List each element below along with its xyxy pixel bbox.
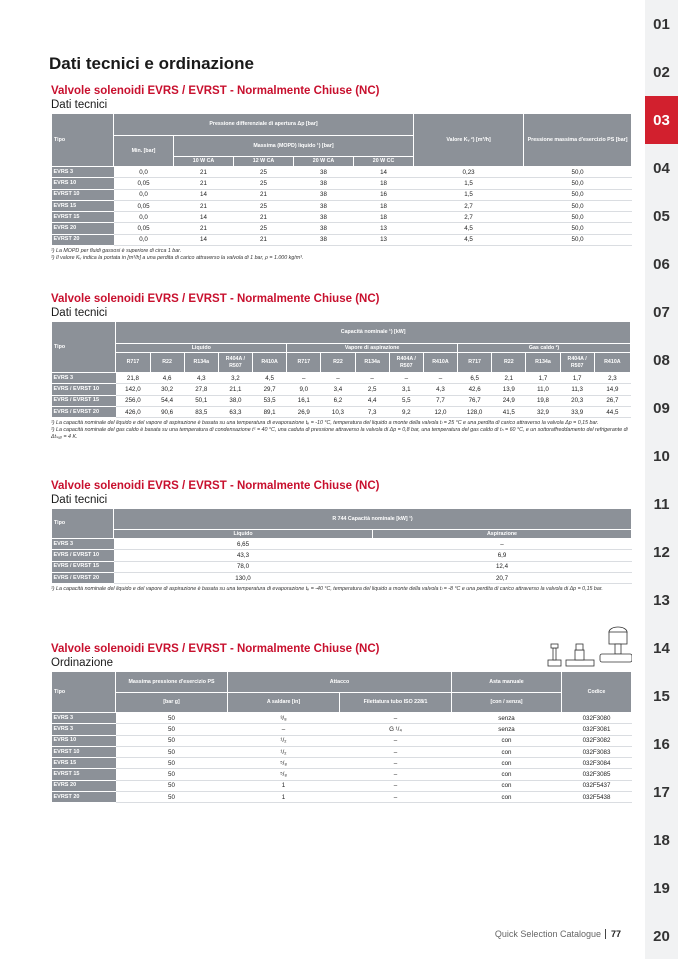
table-row: [52, 746, 632, 757]
table-cell: 50: [116, 735, 228, 746]
table-row: [52, 212, 632, 223]
table-row: [52, 713, 632, 724]
table-cell: 1,5: [414, 189, 524, 200]
table-cell: G ¹/₄: [340, 724, 452, 735]
table-row: [52, 724, 632, 735]
table-cell: –: [373, 539, 632, 550]
table-cell: 1,5: [414, 178, 524, 189]
table-cell: 032F5437: [562, 780, 632, 791]
table-cell: 4,4: [355, 395, 389, 406]
row-type-cell: EVRST 15: [52, 212, 114, 223]
table-cell: 4,5: [253, 373, 287, 384]
table-cell: con: [452, 792, 562, 803]
section-subtitle: Dati tecnici: [51, 307, 108, 319]
header-mopd: Massima (MOPD) liquido ¹) [bar]: [174, 136, 414, 157]
header-refrigerant: R22: [150, 353, 184, 373]
row-type-cell: EVRS 10: [52, 735, 116, 746]
header-refrigerant: R717: [287, 353, 321, 373]
table-cell: –: [287, 373, 321, 384]
table-cell: 21: [174, 200, 234, 211]
table-cell: 21: [234, 189, 294, 200]
header-refrigerant: R22: [321, 353, 355, 373]
table-cell: 0,0: [114, 189, 174, 200]
table-row: [52, 539, 632, 550]
header-tipo: Tipo: [52, 672, 116, 713]
header-refrigerant: R134a: [355, 353, 389, 373]
chapter-tab-14[interactable]: 14: [653, 639, 670, 657]
table-cell: 12,4: [373, 561, 632, 572]
row-type-cell: EVRS 3: [52, 724, 116, 735]
table-cell: 38: [294, 234, 354, 245]
row-type-cell: EVRS 3: [52, 539, 114, 550]
table-cell: 50,0: [524, 212, 632, 223]
table-cell: 0,0: [114, 234, 174, 245]
table-row: [52, 406, 631, 417]
row-type-cell: EVRST 20: [52, 792, 116, 803]
table-cell: 130,0: [114, 572, 373, 583]
header-col: 20 W CA: [294, 157, 354, 167]
table-cell: 142,0: [116, 384, 150, 395]
table-cell: 14,9: [594, 384, 630, 395]
table-cell: 3,2: [218, 373, 252, 384]
footnote: ¹) La MOPD per fluidi gassosi è superiore di circa 1 bar.: [51, 248, 182, 255]
row-type-cell: EVRS / EVRST 10: [52, 384, 116, 395]
table-cell: –: [321, 373, 355, 384]
footnote: ²) La capacità nominale del gas caldo è basata su una temperatura di condensazione tᶜ = 40 °C, una caduta di pressione attraverso la valvola di Δp = 0,8 bar, una temperatura del gas caldo di tₕ = 60 °C, e un sottoraffreddamento del refrigerante di Δtₛᵤᵦ = 4 K.: [51, 427, 628, 441]
header-capacity: R 744 Capacità nominale [kW] ¹): [114, 509, 632, 530]
table-cell: 2,7: [414, 212, 524, 223]
table-cell: 42,6: [458, 384, 492, 395]
header-refrigerant: R134a: [526, 353, 560, 373]
table-cell: 89,1: [253, 406, 287, 417]
page-title: Dati tecnici e ordinazione: [49, 54, 254, 73]
header-refrigerant: R717: [458, 353, 492, 373]
chapter-sidebar: [645, 0, 678, 959]
table-cell: ⁵/₈: [228, 769, 340, 780]
row-type-cell: EVRS 3: [52, 167, 114, 178]
table-cell: 13: [354, 234, 414, 245]
section-technical-data-3: [51, 479, 631, 593]
table-cell: 33,9: [560, 406, 594, 417]
table-cell: ¹/₂: [228, 746, 340, 757]
table-cell: 44,5: [594, 406, 630, 417]
technical-data-table-2: [51, 321, 631, 418]
table-cell: –: [340, 780, 452, 791]
table-cell: –: [340, 735, 452, 746]
table-cell: 1: [228, 792, 340, 803]
footer-catalogue: Quick Selection Catalogue: [494, 929, 601, 939]
header-tipo: Tipo: [52, 509, 114, 539]
header-ps-unit: [bar g]: [116, 693, 228, 713]
chapter-tab-01[interactable]: 01: [653, 15, 670, 33]
table-cell: –: [340, 746, 452, 757]
table-cell: senza: [452, 713, 562, 724]
chapter-tab-11[interactable]: 11: [653, 495, 670, 513]
table-cell: 25: [234, 167, 294, 178]
table-cell: 0,0: [114, 212, 174, 223]
header-col: 10 W CA: [174, 157, 234, 167]
table-cell: 18: [354, 200, 414, 211]
section-subtitle: Dati tecnici: [51, 494, 108, 506]
table-cell: 53,5: [253, 395, 287, 406]
chapter-tab-03[interactable]: 03: [645, 96, 678, 144]
header-refrigerant: R410A: [423, 353, 457, 373]
table-cell: 38: [294, 212, 354, 223]
table-cell: 256,0: [116, 395, 150, 406]
table-row: [52, 223, 632, 234]
footer: [495, 929, 621, 939]
table-cell: senza: [452, 724, 562, 735]
header-attacco: Attacco: [228, 672, 452, 693]
table-cell: 38: [294, 223, 354, 234]
table-row: [52, 189, 632, 200]
table-cell: 50: [116, 724, 228, 735]
table-cell: 63,3: [218, 406, 252, 417]
table-cell: 11,0: [526, 384, 560, 395]
valve-illustration: [542, 622, 632, 668]
header-capacity: Capacità nominale ¹) [kW]: [116, 322, 631, 344]
table-row: [52, 384, 631, 395]
footer-page-number: 77: [605, 929, 621, 939]
table-cell: 30,2: [150, 384, 184, 395]
table-cell: 032F3081: [562, 724, 632, 735]
table-cell: 2,5: [355, 384, 389, 395]
table-cell: –: [340, 758, 452, 769]
table-body: [52, 539, 632, 584]
row-type-cell: EVRS 10: [52, 178, 114, 189]
header-refrigerant: R717: [116, 353, 150, 373]
header-group: Vapore di aspirazione: [287, 344, 458, 353]
chapter-tab-15[interactable]: 15: [653, 687, 670, 705]
table-cell: 38: [294, 178, 354, 189]
table-row: [52, 200, 632, 211]
table-cell: 50: [116, 769, 228, 780]
table-cell: ³/₈: [228, 713, 340, 724]
header-col: 20 W CC: [354, 157, 414, 167]
table-cell: 21,1: [218, 384, 252, 395]
table-cell: 13,9: [492, 384, 526, 395]
table-cell: 3,1: [389, 384, 423, 395]
table-cell: 11,3: [560, 384, 594, 395]
table-cell: 0,05: [114, 223, 174, 234]
table-cell: 27,8: [184, 384, 218, 395]
chapter-tab-13[interactable]: 13: [653, 591, 670, 609]
section-technical-data-1: [51, 84, 631, 262]
table-cell: 1: [228, 780, 340, 791]
footnote: ¹) La capacità nominale del liquido e del vapore di aspirazione è basata su una temperatura di evaporazione tₑ = -10 °C, temperatura del liquido a monte della valvola tₗ = 25 °C e una perdita di carico attraverso la valvola Δp = 0,15 bar.: [51, 420, 599, 427]
header-filettatura: Filettatura tubo ISO 228/1: [340, 693, 452, 713]
table-cell: 20,7: [373, 572, 632, 583]
chapter-tab-02[interactable]: 02: [653, 63, 670, 81]
table-cell: 21: [234, 212, 294, 223]
table-cell: 29,7: [253, 384, 287, 395]
table-cell: 90,6: [150, 406, 184, 417]
table-row: [52, 395, 631, 406]
header-codice: Codice: [562, 672, 632, 713]
table-cell: 13: [354, 223, 414, 234]
table-cell: con: [452, 758, 562, 769]
table-cell: 4,5: [414, 234, 524, 245]
section-title: Valvole solenoidi EVRS / EVRST - Normalmente Chiuse (NC): [51, 480, 380, 492]
header-pressure: Pressione differenziale di apertura Δp [bar]: [114, 114, 414, 136]
table-cell: 032F3082: [562, 735, 632, 746]
table-cell: con: [452, 746, 562, 757]
table-cell: con: [452, 769, 562, 780]
ordering-table: [51, 671, 632, 803]
table-cell: 16,1: [287, 395, 321, 406]
row-type-cell: EVRS 15: [52, 200, 114, 211]
table-cell: 50,1: [184, 395, 218, 406]
table-cell: 50,0: [524, 234, 632, 245]
row-type-cell: EVRS / EVRST 15: [52, 561, 114, 572]
chapter-tab-10[interactable]: 10: [653, 447, 670, 465]
table-cell: 50,0: [524, 200, 632, 211]
table-row: [52, 758, 632, 769]
table-row: [52, 561, 632, 572]
table-cell: 18: [354, 178, 414, 189]
table-cell: 25: [234, 223, 294, 234]
header-kv: Valore Kᵥ ²) [m³/h]: [414, 114, 524, 167]
table-row: [52, 550, 632, 561]
table-cell: 38: [294, 200, 354, 211]
header-ps: Pressione massima d'esercizio PS [bar]: [524, 114, 632, 167]
section-title: Valvole solenoidi EVRS / EVRST - Normalmente Chiuse (NC): [51, 293, 380, 305]
header-refrigerant: R410A: [253, 353, 287, 373]
header-refrigerant: R134a: [184, 353, 218, 373]
header-tipo: Tipo: [52, 114, 114, 167]
table-cell: 12,0: [423, 406, 457, 417]
chapter-tab-08[interactable]: 08: [653, 351, 670, 369]
table-row: [52, 167, 632, 178]
table-cell: 5,5: [389, 395, 423, 406]
table-cell: –: [340, 713, 452, 724]
header-tipo: Tipo: [52, 322, 116, 373]
section-subtitle: Ordinazione: [51, 657, 114, 669]
table-cell: 6,9: [373, 550, 632, 561]
table-cell: 426,0: [116, 406, 150, 417]
chapter-tab-19[interactable]: 19: [653, 879, 670, 897]
table-cell: 18: [354, 212, 414, 223]
table-row: [52, 572, 632, 583]
table-cell: 21,8: [116, 373, 150, 384]
header-col: 12 W CA: [234, 157, 294, 167]
row-type-cell: EVRS 3: [52, 713, 116, 724]
table-cell: 76,7: [458, 395, 492, 406]
chapter-tab-16[interactable]: 16: [653, 735, 670, 753]
header-group: Gas caldo ²): [458, 344, 631, 353]
table-cell: 0,05: [114, 178, 174, 189]
table-cell: 2,7: [414, 200, 524, 211]
table-cell: 14: [174, 234, 234, 245]
table-body: [52, 373, 631, 418]
table-cell: 43,3: [114, 550, 373, 561]
row-type-cell: EVRST 15: [52, 769, 116, 780]
table-cell: 50,0: [524, 178, 632, 189]
footnote: ¹) La capacità nominale del liquido e del vapore di aspirazione è basata su una temperatura di evaporazione tₑ = -40 °C, temperatura del liquido a monte della valvola tₗ = -8 °C e una perdita di carico attraverso la valvola di Δp = 0,15 bar.: [51, 586, 603, 593]
header-col: Liquido: [114, 530, 373, 539]
table-cell: 14: [354, 167, 414, 178]
table-cell: 50,0: [524, 189, 632, 200]
table-cell: 4,5: [414, 223, 524, 234]
table-body: [52, 167, 632, 246]
table-cell: 032F3085: [562, 769, 632, 780]
table-cell: 2,1: [492, 373, 526, 384]
header-refrigerant: R404A / R507: [560, 353, 594, 373]
table-cell: 38: [294, 167, 354, 178]
table-cell: 032F3083: [562, 746, 632, 757]
table-cell: 21: [174, 178, 234, 189]
row-type-cell: EVRST 20: [52, 234, 114, 245]
table-cell: –: [389, 373, 423, 384]
table-cell: 41,5: [492, 406, 526, 417]
technical-data-table-1: [51, 113, 632, 246]
chapter-tab-20[interactable]: 20: [653, 927, 670, 945]
row-type-cell: EVRS / EVRST 15: [52, 395, 116, 406]
section-title: Valvole solenoidi EVRS / EVRST - Normalmente Chiuse (NC): [51, 85, 380, 97]
table-cell: 14: [174, 189, 234, 200]
row-type-cell: EVRST 10: [52, 189, 114, 200]
section-subtitle: Dati tecnici: [51, 99, 108, 111]
table-cell: 50: [116, 780, 228, 791]
table-cell: 21: [234, 234, 294, 245]
table-cell: 78,0: [114, 561, 373, 572]
chapter-tab-06[interactable]: 06: [653, 255, 670, 273]
table-cell: 26,7: [594, 395, 630, 406]
row-type-cell: EVRS 3: [52, 373, 116, 384]
table-cell: 16: [354, 189, 414, 200]
row-type-cell: EVRS 20: [52, 780, 116, 791]
table-cell: 9,0: [287, 384, 321, 395]
table-cell: 0,0: [114, 167, 174, 178]
chapter-tab-18[interactable]: 18: [653, 831, 670, 849]
table-cell: 50: [116, 758, 228, 769]
table-cell: con: [452, 780, 562, 791]
table-cell: –: [423, 373, 457, 384]
chapter-tab-04[interactable]: 04: [653, 159, 670, 177]
table-cell: 10,3: [321, 406, 355, 417]
table-cell: 20,3: [560, 395, 594, 406]
table-body: [52, 713, 632, 803]
table-cell: 50: [116, 713, 228, 724]
header-group: Liquido: [116, 344, 287, 353]
table-cell: 6,2: [321, 395, 355, 406]
table-cell: 9,2: [389, 406, 423, 417]
table-cell: 50,0: [524, 167, 632, 178]
chapter-tab-05[interactable]: 05: [653, 207, 670, 225]
header-saldare: A saldare [in]: [228, 693, 340, 713]
row-type-cell: EVRS / EVRST 20: [52, 406, 116, 417]
table-cell: 4,3: [423, 384, 457, 395]
table-cell: 032F3084: [562, 758, 632, 769]
table-cell: ¹/₂: [228, 735, 340, 746]
header-refrigerant: R22: [492, 353, 526, 373]
table-cell: 50,0: [524, 223, 632, 234]
table-cell: 32,9: [526, 406, 560, 417]
table-cell: 38: [294, 189, 354, 200]
table-cell: 54,4: [150, 395, 184, 406]
table-row: [52, 373, 631, 384]
table-cell: 4,3: [184, 373, 218, 384]
table-cell: 24,9: [492, 395, 526, 406]
table-cell: –: [228, 724, 340, 735]
table-cell: 0,23: [414, 167, 524, 178]
table-row: [52, 769, 632, 780]
table-row: [52, 735, 632, 746]
technical-data-table-3: [51, 508, 632, 584]
chapter-tab-09[interactable]: 09: [653, 399, 670, 417]
chapter-tab-17[interactable]: 17: [653, 783, 670, 801]
row-type-cell: EVRST 10: [52, 746, 116, 757]
row-type-cell: EVRS 20: [52, 223, 114, 234]
table-cell: 032F5438: [562, 792, 632, 803]
table-cell: ⁵/₈: [228, 758, 340, 769]
header-col: Aspirazione: [373, 530, 632, 539]
header-asta: Asta manuale: [452, 672, 562, 693]
table-cell: 4,6: [150, 373, 184, 384]
table-cell: 3,4: [321, 384, 355, 395]
table-cell: 032F3080: [562, 713, 632, 724]
table-cell: 6,5: [458, 373, 492, 384]
section-technical-data-2: [51, 292, 631, 441]
table-cell: 2,3: [594, 373, 630, 384]
table-cell: 19,8: [526, 395, 560, 406]
header-refrigerant: R404A / R507: [389, 353, 423, 373]
header-asta-unit: [con / senza]: [452, 693, 562, 713]
table-cell: 14: [174, 212, 234, 223]
table-cell: 50: [116, 746, 228, 757]
table-cell: 7,3: [355, 406, 389, 417]
table-cell: 21: [174, 223, 234, 234]
table-cell: con: [452, 735, 562, 746]
table-cell: 83,5: [184, 406, 218, 417]
row-type-cell: EVRS / EVRST 20: [52, 572, 114, 583]
table-row: [52, 780, 632, 791]
section-title: Valvole solenoidi EVRS / EVRST - Normalmente Chiuse (NC): [51, 643, 380, 655]
table-cell: 0,05: [114, 200, 174, 211]
table-row: [52, 234, 632, 245]
table-cell: 25: [234, 178, 294, 189]
table-cell: 128,0: [458, 406, 492, 417]
table-cell: 7,7: [423, 395, 457, 406]
table-cell: 38,0: [218, 395, 252, 406]
table-cell: –: [340, 769, 452, 780]
chapter-tab-07[interactable]: 07: [653, 303, 670, 321]
table-cell: 1,7: [560, 373, 594, 384]
table-row: [52, 178, 632, 189]
table-cell: 21: [174, 167, 234, 178]
table-cell: 6,65: [114, 539, 373, 550]
table-cell: –: [355, 373, 389, 384]
row-type-cell: EVRS / EVRST 10: [52, 550, 114, 561]
table-cell: 50: [116, 792, 228, 803]
table-cell: 1,7: [526, 373, 560, 384]
refrigerant-header-row: [52, 353, 631, 373]
header-refrigerant: R404A / R507: [218, 353, 252, 373]
chapter-tab-12[interactable]: 12: [653, 543, 670, 561]
header-ps: Massima pressione d'esercizio PS: [116, 672, 228, 693]
table-cell: –: [340, 792, 452, 803]
table-row: [52, 792, 632, 803]
table-cell: 26,9: [287, 406, 321, 417]
header-min: Min. [bar]: [114, 136, 174, 167]
row-type-cell: EVRS 15: [52, 758, 116, 769]
header-refrigerant: R410A: [594, 353, 630, 373]
table-cell: 25: [234, 200, 294, 211]
footnote: ²) Il valore Kᵥ indica la portata in [m³/h] a una perdita di carico attraverso la valvola di 1 bar, ρ = 1.000 kg/m³.: [51, 255, 304, 262]
